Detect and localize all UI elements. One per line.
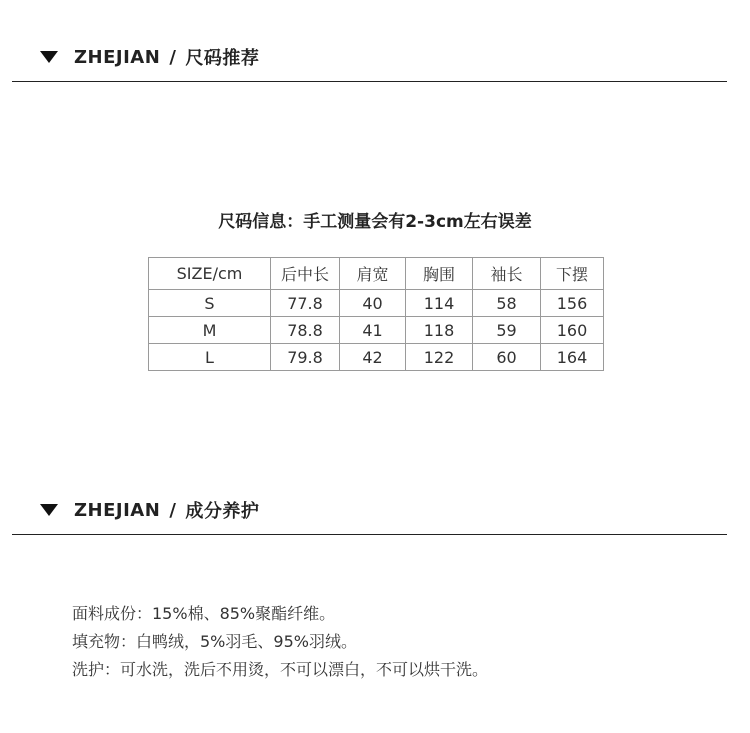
filling-line: 填充物：白鸭绒，5%羽毛、95%羽绒。: [72, 632, 357, 651]
table-cell: 42: [340, 344, 406, 371]
table-cell: 77.8: [271, 290, 340, 317]
table-cell: 156: [541, 290, 604, 317]
table-header-cell: 肩宽: [340, 258, 406, 290]
section-header-composition: [40, 497, 259, 523]
size-table: [148, 257, 604, 371]
header-separator: /: [169, 499, 177, 521]
table-header-cell: SIZE/cm: [149, 258, 271, 290]
table-cell: 122: [406, 344, 473, 371]
brand-name: ZHEJIAN: [74, 46, 161, 68]
table-cell: M: [149, 317, 271, 344]
section-title-size: 尺码推荐: [185, 48, 260, 69]
table-cell: 40: [340, 290, 406, 317]
table-header-cell: 胸围: [406, 258, 473, 290]
header-separator: /: [169, 46, 177, 68]
table-row: [149, 344, 604, 371]
table-cell: 41: [340, 317, 406, 344]
table-cell: 58: [473, 290, 541, 317]
section-header-size: [40, 44, 259, 70]
triangle-down-icon: [40, 51, 58, 63]
section-title-composition: 成分养护: [185, 501, 260, 522]
section-divider: [12, 81, 727, 82]
section-divider: [12, 534, 727, 535]
fabric-composition-line: 面料成份：15%棉、85%聚酯纤维。: [72, 604, 336, 623]
table-cell: S: [149, 290, 271, 317]
table-header-row: [149, 258, 604, 290]
brand-name: ZHEJIAN: [74, 499, 161, 521]
care-info: [72, 600, 488, 684]
table-cell: 164: [541, 344, 604, 371]
table-cell: 118: [406, 317, 473, 344]
table-header-cell: 袖长: [473, 258, 541, 290]
table-cell: 60: [473, 344, 541, 371]
table-row: [149, 317, 604, 344]
table-cell: 79.8: [271, 344, 340, 371]
table-cell: 78.8: [271, 317, 340, 344]
table-cell: L: [149, 344, 271, 371]
size-info-title: 尺码信息：手工测量会有2-3cm左右误差: [218, 212, 532, 232]
table-header-cell: 下摆: [541, 258, 604, 290]
table-cell: 160: [541, 317, 604, 344]
triangle-down-icon: [40, 504, 58, 516]
washing-care-line: 洗护：可水洗，洗后不用烫，不可以漂白，不可以烘干洗。: [72, 660, 489, 679]
table-cell: 59: [473, 317, 541, 344]
table-cell: 114: [406, 290, 473, 317]
table-row: [149, 290, 604, 317]
table-header-cell: 后中长: [271, 258, 340, 290]
